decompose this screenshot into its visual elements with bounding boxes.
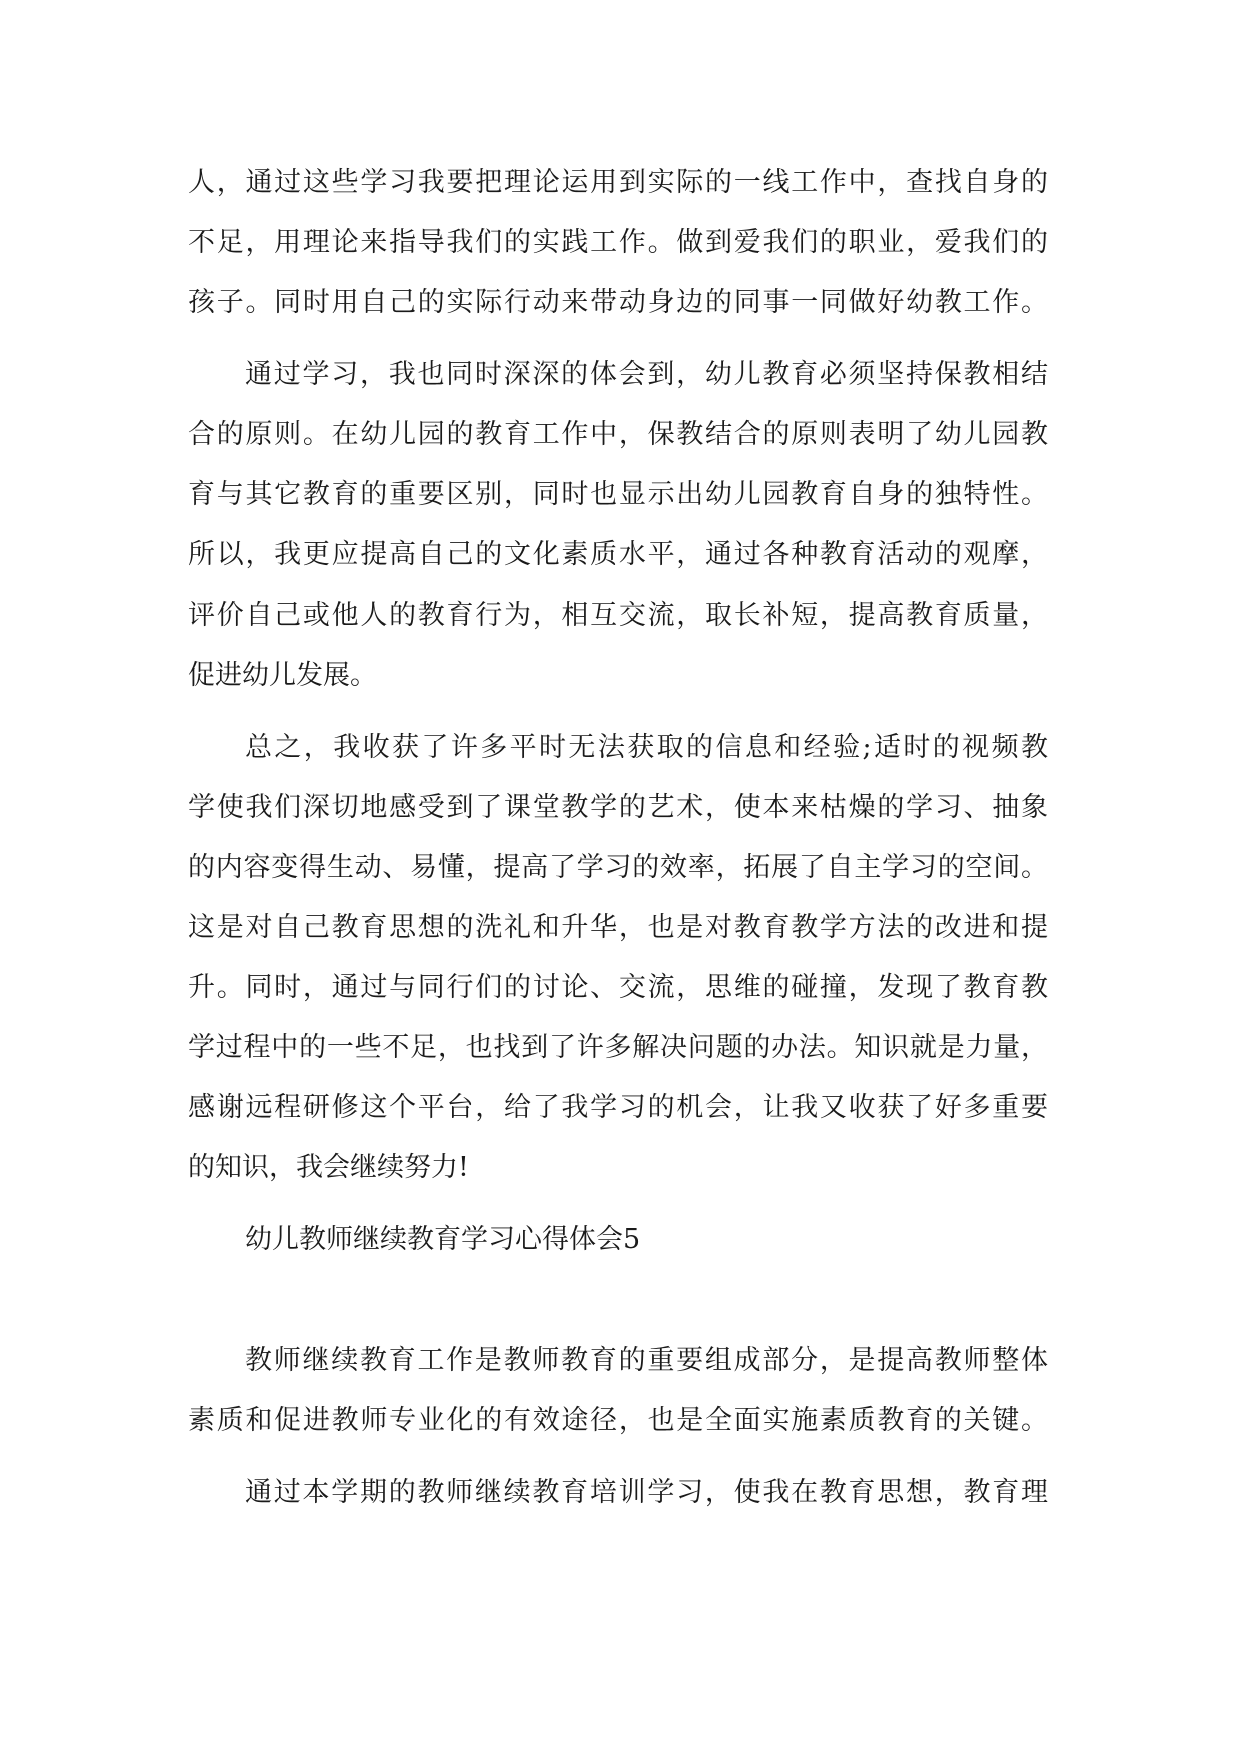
text-line: 的知识，我会继续努力!: [188, 1152, 469, 1183]
text-line: 教师继续教育工作是教师教育的重要组成部分，是提高教师整体: [245, 1345, 1048, 1376]
text-line: 促进幼儿发展。: [188, 660, 377, 691]
text-line: 孩子。同时用自己的实际行动来带动身边的同事一同做好幼教工作。: [188, 287, 1048, 318]
text-line: 不足，用理论来指导我们的实践工作。做到爱我们的职业，爱我们的: [188, 227, 1048, 258]
text-line: 学过程中的一些不足，也找到了许多解决问题的办法。知识就是力量，: [188, 1032, 1048, 1063]
text-line: 升。同时，通过与同行们的讨论、交流，思维的碰撞，发现了教育教: [188, 972, 1048, 1003]
text-line: 评价自己或他人的教育行为，相互交流，取长补短，提高教育质量，: [188, 600, 1048, 631]
text-line: 育与其它教育的重要区别，同时也显示出幼儿园教育自身的独特性。: [188, 479, 1048, 510]
text-line: 合的原则。在幼儿园的教育工作中，保教结合的原则表明了幼儿园教: [188, 419, 1048, 450]
text-line: 通过本学期的教师继续教育培训学习，使我在教育思想，教育理: [245, 1477, 1048, 1508]
text-line: 素质和促进教师专业化的有效途径，也是全面实施素质教育的关键。: [188, 1405, 1048, 1436]
text-line: 所以，我更应提高自己的文化素质水平，通过各种教育活动的观摩，: [188, 539, 1048, 570]
text-line: 感谢远程研修这个平台，给了我学习的机会，让我又收获了好多重要: [188, 1092, 1048, 1123]
section-heading: 幼儿教师继续教育学习心得体会5: [245, 1224, 641, 1255]
text-line: 的内容变得生动、易懂，提高了学习的效率，拓展了自主学习的空间。: [188, 852, 1048, 883]
text-line: 总之，我收获了许多平时无法获取的信息和经验;适时的视频教: [245, 732, 1048, 763]
text-line: 人，通过这些学习我要把理论运用到实际的一线工作中，查找自身的: [188, 167, 1048, 198]
text-line: 这是对自己教育思想的洗礼和升华，也是对教育教学方法的改进和提: [188, 912, 1048, 943]
text-line: 通过学习，我也同时深深的体会到，幼儿教育必须坚持保教相结: [245, 359, 1048, 390]
text-line: 学使我们深切地感受到了课堂教学的艺术，使本来枯燥的学习、抽象: [188, 792, 1048, 823]
